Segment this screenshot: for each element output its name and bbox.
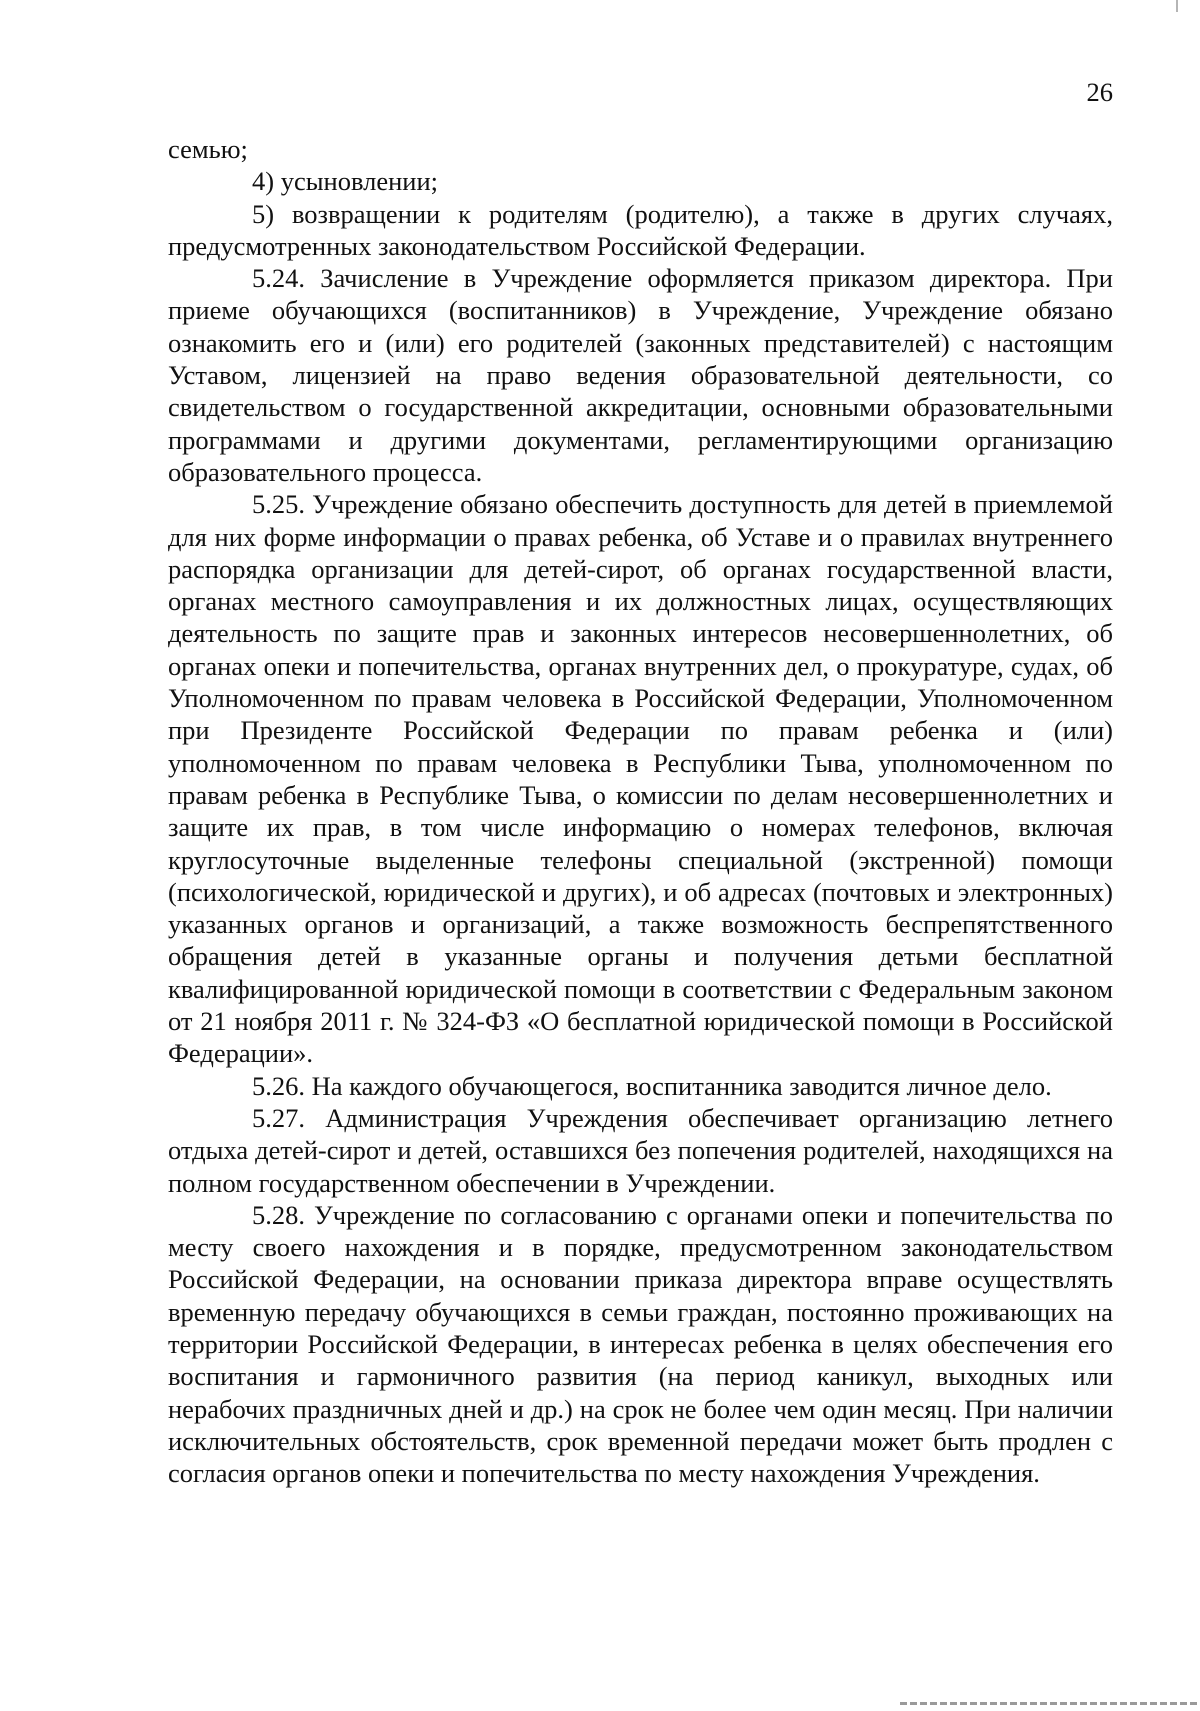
scan-edge-mark [1176, 0, 1178, 12]
scan-edge-mark [900, 1702, 1200, 1705]
clause-5-26: 5.26. На каждого обучающегося, воспитанника заводится личное дело. [252, 1070, 1052, 1101]
list-item-adoption: 4) усыновлении; [252, 166, 439, 197]
clause-5-25: 5.25. Учреждение обязано обеспечить доступность для детей в приемлемой для них форме информации о правах ребенка, об Уставе и о правилах внутреннего распорядка организации для детей-сирот, об органах государственной власти, органах местного самоуправления и их должностных лицах, осуществляющих деятельность по защите прав и законных интересов несовершеннолетних, об органах опеки и попечительства, органах внутренних дел, о прокуратуре, судах, об Уполномоченном по правам человека в Российской Федерации, Уполномоченном при Президенте Российской Федерации по правам ребенка и (или) уполномоченном по правам человека в Республики Тыва, уполномоченном по правам ребенка в Республике Тыва, о комиссии по делам несовершеннолетних и защите их прав, в том числе информацию о номерах телефонов, включая круглосуточные выделенные телефоны специальной (экстренной) помощи (психологической, юридической и других), и об адресах (почтовых и электронных) указанных органов и организаций, а также возможность беспрепятственного обращения детей в указанные органы и получения детьми бесплатной квалифицированной юридической помощи в соответствии с Федеральным законом от 21 ноября 2011 г. № 324-ФЗ «О бесплатной юридической помощи в Российской Федерации». [168, 489, 1113, 1069]
clause-5-28: 5.28. Учреждение по согласованию с органами опеки и попечительства по месту своего нахождения и в порядке, предусмотренном законодательством Российской Федерации, на основании приказа директора вправе осуществлять временную передачу обучающихся в семьи граждан, постоянно проживающих на территории Российской Федерации, в интересах ребенка в целях обеспечения его воспитания и гармоничного развития (на период каникул, выходных или нерабочих праздничных дней и др.) на срок не более чем один месяц. При наличии исключительных обстоятельств, срок временной передачи может быть продлен с согласия органов опеки и попечительства по месту нахождения Учреждения. [168, 1199, 1113, 1489]
page-number: 26 [1086, 77, 1113, 107]
clause-5-24: 5.24. Зачисление в Учреждение оформляется приказом директора. При приеме обучающихся (воспитанников) в Учреждение, Учреждение обязано ознакомить его и (или) его родителей (законных представителей) с настоящим Уставом, лицензией на право ведения образовательной деятельности, со свидетельством о государственной аккредитации, основными образовательными программами и другими документами, регламентирующими организацию образовательного процесса. [168, 263, 1113, 487]
clause-5-27: 5.27. Администрация Учреждения обеспечивает организацию летнего отдыха детей-сирот и детей, оставшихся без попечения родителей, находящихся на полном государственном обеспечении в Учреждении. [168, 1102, 1113, 1198]
document-body [168, 133, 1113, 1489]
list-item-return-to-parents: 5) возвращении к родителям (родителю), а также в других случаях, предусмотренных законодательством Российской Федерации. [168, 198, 1113, 261]
paragraph-continuation: семью; [168, 134, 248, 164]
